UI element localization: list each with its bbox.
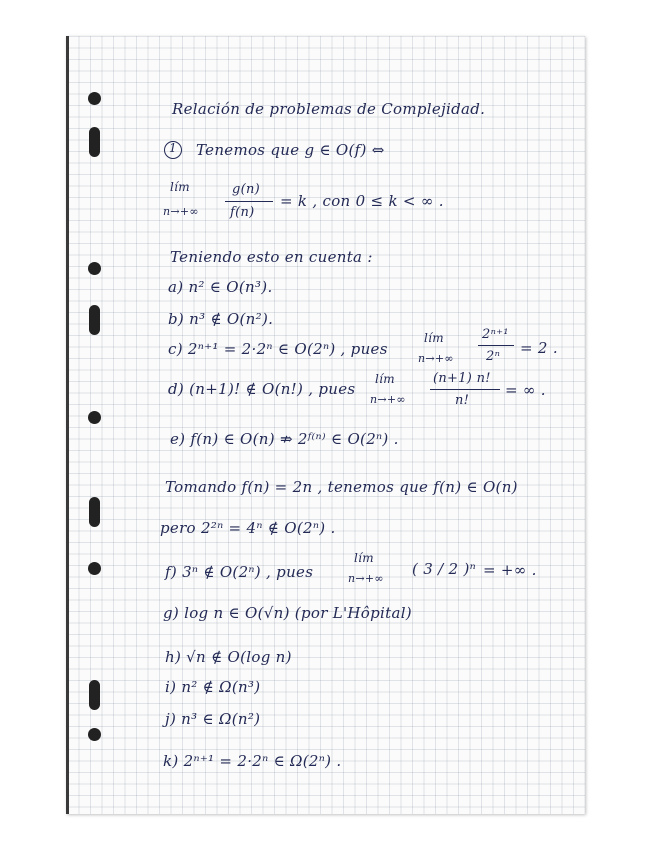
item-d-lim-sub: n→+∞ [370,393,406,406]
item-g: g) log n ∈ O(√n) (por L'Hôpital) [163,604,412,622]
item-b: b) n³ ∉ O(n²). [168,310,274,328]
item-f: f) 3ⁿ ∉ O(2ⁿ) , pues [165,563,314,581]
limit-label: lím [170,180,190,194]
item-k: k) 2ⁿ⁺¹ = 2·2ⁿ ∈ Ω(2ⁿ) . [163,752,342,770]
binder-hole [88,728,101,741]
item-f-lim: lím [354,551,374,565]
item-f-result: = +∞ . [483,561,537,579]
item-d-numerator: (n+1) n! [433,371,491,386]
limit-condition: = k , con 0 ≤ k < ∞ . [280,192,444,210]
item-c: c) 2ⁿ⁺¹ = 2·2ⁿ ∈ O(2ⁿ) , pues [168,340,388,358]
binder-hole [89,127,100,157]
page-title: Relación de problemas de Complejidad. [172,100,486,118]
item-h: h) √n ∉ O(log n) [165,648,292,666]
item-c-numerator: 2ⁿ⁺¹ [482,327,509,342]
item-f-lim-sub: n→+∞ [348,572,384,585]
item-d-lim: lím [375,372,395,386]
item-f-fraction: ( 3 / 2 )ⁿ [412,560,476,578]
item-c-result: = 2 . [520,339,558,357]
item-number: 1 [169,141,177,155]
binder-hole [89,305,100,335]
binder-hole [89,680,100,710]
binder-hole [89,497,100,527]
page-edge [66,36,69,814]
item-d-fraction-bar [430,389,500,390]
fraction-numerator: g(n) [232,182,261,197]
item-d: d) (n+1)! ∉ O(n!) , pues [168,380,356,398]
item-j: j) n³ ∈ Ω(n²) [165,710,261,728]
definition-intro: Tenemos que g ∈ O(f) ⇔ [196,141,385,159]
binder-hole [88,562,101,575]
item-e: e) f(n) ∈ O(n) ⇏ 2ᶠ⁽ⁿ⁾ ∈ O(2ⁿ) . [170,430,399,448]
item-e-take: Tomando f(n) = 2n , tenemos que f(n) ∈ O(n) [165,478,518,496]
binder-hole [88,262,101,275]
item-c-fraction-bar [478,345,514,346]
item-e-but: pero 2²ⁿ = 4ⁿ ∉ O(2ⁿ) . [160,519,336,537]
item-c-lim-sub: n→+∞ [418,352,454,365]
item-c-denominator: 2ⁿ [486,349,501,364]
fraction-denominator: f(n) [230,205,255,220]
item-i: i) n² ∉ Ω(n³) [165,678,261,696]
item-d-result: = ∞ . [505,381,546,399]
fraction-bar [225,201,273,202]
binder-hole [88,92,101,105]
limit-subscript: n→+∞ [163,205,199,218]
item-d-denominator: n! [455,393,470,408]
item-a: a) n² ∈ O(n³). [168,278,273,296]
item-c-lim: lím [424,331,444,345]
context-line: Teniendo esto en cuenta : [170,248,373,266]
binder-hole [88,411,101,424]
